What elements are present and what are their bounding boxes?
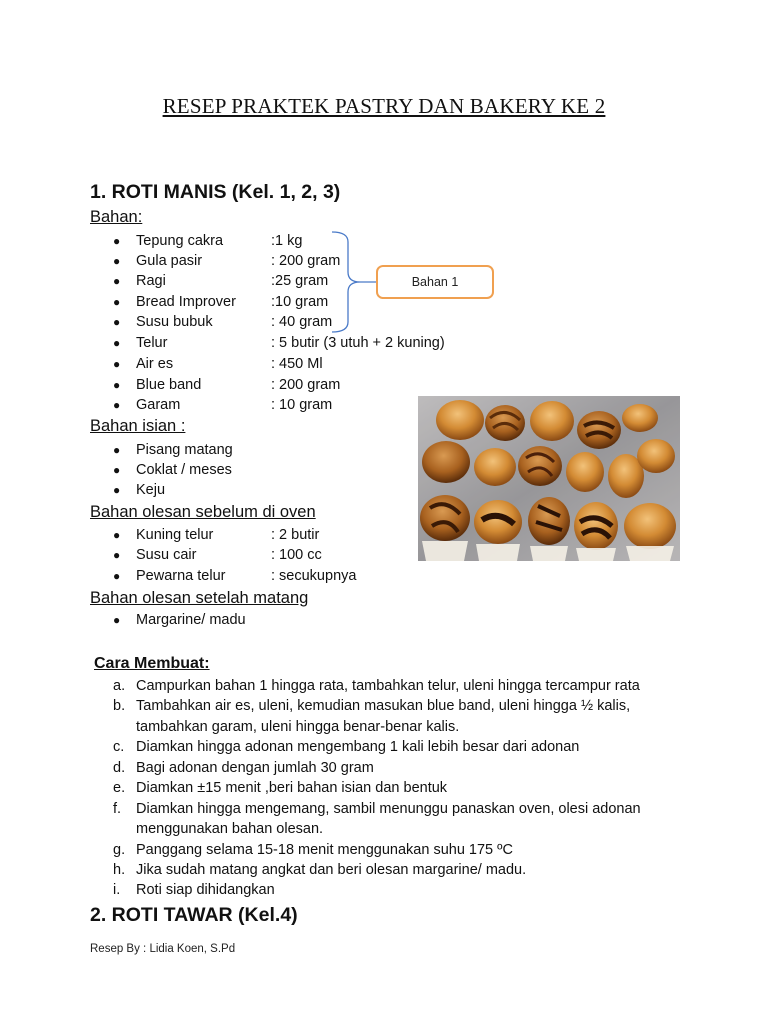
list-item: ● Ragi :25 gram — [113, 273, 329, 289]
list-item: ● Tepung cakra :1 kg — [113, 233, 303, 249]
list-item: ● Susu cair : 100 cc — [113, 547, 322, 563]
list-item: ● Kuning telur : 2 butir — [113, 527, 320, 543]
list-item: e. Diamkan ±15 menit ,beri bahan isian dan bentuk — [113, 780, 448, 796]
brace-icon — [330, 230, 380, 334]
list-item: f. Diamkan hingga mengemang, sambil menunggu panaskan oven, olesi adonan — [113, 801, 641, 817]
bullet-icon: ● — [113, 336, 121, 350]
bullet-icon: ● — [113, 569, 121, 583]
bread-rolls-photo — [418, 396, 680, 561]
bullet-icon: ● — [113, 315, 121, 329]
list-item: a. Campurkan bahan 1 hingga rata, tambahkan telur, uleni hingga tercampur rata — [113, 678, 640, 694]
list-item: ● Garam : 10 gram — [113, 397, 333, 413]
list-item: ● Gula pasir : 200 gram — [113, 253, 341, 269]
bullet-icon: ● — [113, 443, 121, 457]
olesan-sebelum-heading: Bahan olesan sebelum di oven — [90, 503, 316, 521]
list-item: ● Telur : 5 butir (3 utuh + 2 kuning) — [113, 335, 445, 351]
bahan-1-callout: Bahan 1 — [376, 265, 494, 299]
bullet-icon: ● — [113, 483, 121, 497]
bullet-icon: ● — [113, 398, 121, 412]
bullet-icon: ● — [113, 463, 121, 477]
bullet-icon: ● — [113, 548, 121, 562]
bullet-icon: ● — [113, 357, 121, 371]
bullet-icon: ● — [113, 295, 121, 309]
list-item: ● Margarine/ madu — [113, 612, 246, 628]
bullet-icon: ● — [113, 234, 121, 248]
list-item: h. Jika sudah matang angkat dan beri olesan margarine/ madu. — [113, 862, 527, 878]
list-item: ● Bread Improver :10 gram — [113, 294, 329, 310]
bullet-icon: ● — [113, 528, 121, 542]
list-item: menggunakan bahan olesan. — [136, 821, 324, 837]
bullet-icon: ● — [113, 254, 121, 268]
list-item: c. Diamkan hingga adonan mengembang 1 kali lebih besar dari adonan — [113, 739, 580, 755]
list-item: ● Air es : 450 Ml — [113, 356, 323, 372]
footer-author: Resep By : Lidia Koen, S.Pd — [90, 943, 236, 955]
cara-membuat-heading: Cara Membuat: — [94, 655, 210, 672]
list-item: ● Coklat / meses — [113, 462, 232, 478]
list-item: ● Blue band : 200 gram — [113, 377, 341, 393]
bahan-heading: Bahan: — [90, 208, 143, 226]
section-heading-roti-tawar: 2. ROTI TAWAR (Kel.4) — [90, 904, 298, 926]
bullet-icon: ● — [113, 613, 121, 627]
list-item: ● Keju — [113, 482, 166, 498]
list-item: ● Pisang matang — [113, 442, 233, 458]
isian-heading: Bahan isian : — [90, 417, 186, 435]
list-item: i. Roti siap dihidangkan — [113, 882, 275, 898]
list-item: ● Susu bubuk : 40 gram — [113, 314, 333, 330]
bullet-icon: ● — [113, 274, 121, 288]
section-heading-roti-manis: 1. ROTI MANIS (Kel. 1, 2, 3) — [90, 181, 341, 203]
list-item: g. Panggang selama 15-18 menit menggunakan suhu 175 ºC — [113, 842, 513, 858]
list-item: d. Bagi adonan dengan jumlah 30 gram — [113, 760, 374, 776]
list-item: ● Pewarna telur : secukupnya — [113, 568, 357, 584]
list-item: b. Tambahkan air es, uleni, kemudian masukan blue band, uleni hingga ½ kalis, — [113, 698, 631, 714]
bullet-icon: ● — [113, 378, 121, 392]
olesan-setelah-heading: Bahan olesan setelah matang — [90, 589, 309, 607]
document-title: RESEP PRAKTEK PASTRY DAN BAKERY KE 2 — [162, 94, 606, 118]
list-item: tambahkan garam, uleni hingga benar-benar kalis. — [136, 719, 460, 735]
